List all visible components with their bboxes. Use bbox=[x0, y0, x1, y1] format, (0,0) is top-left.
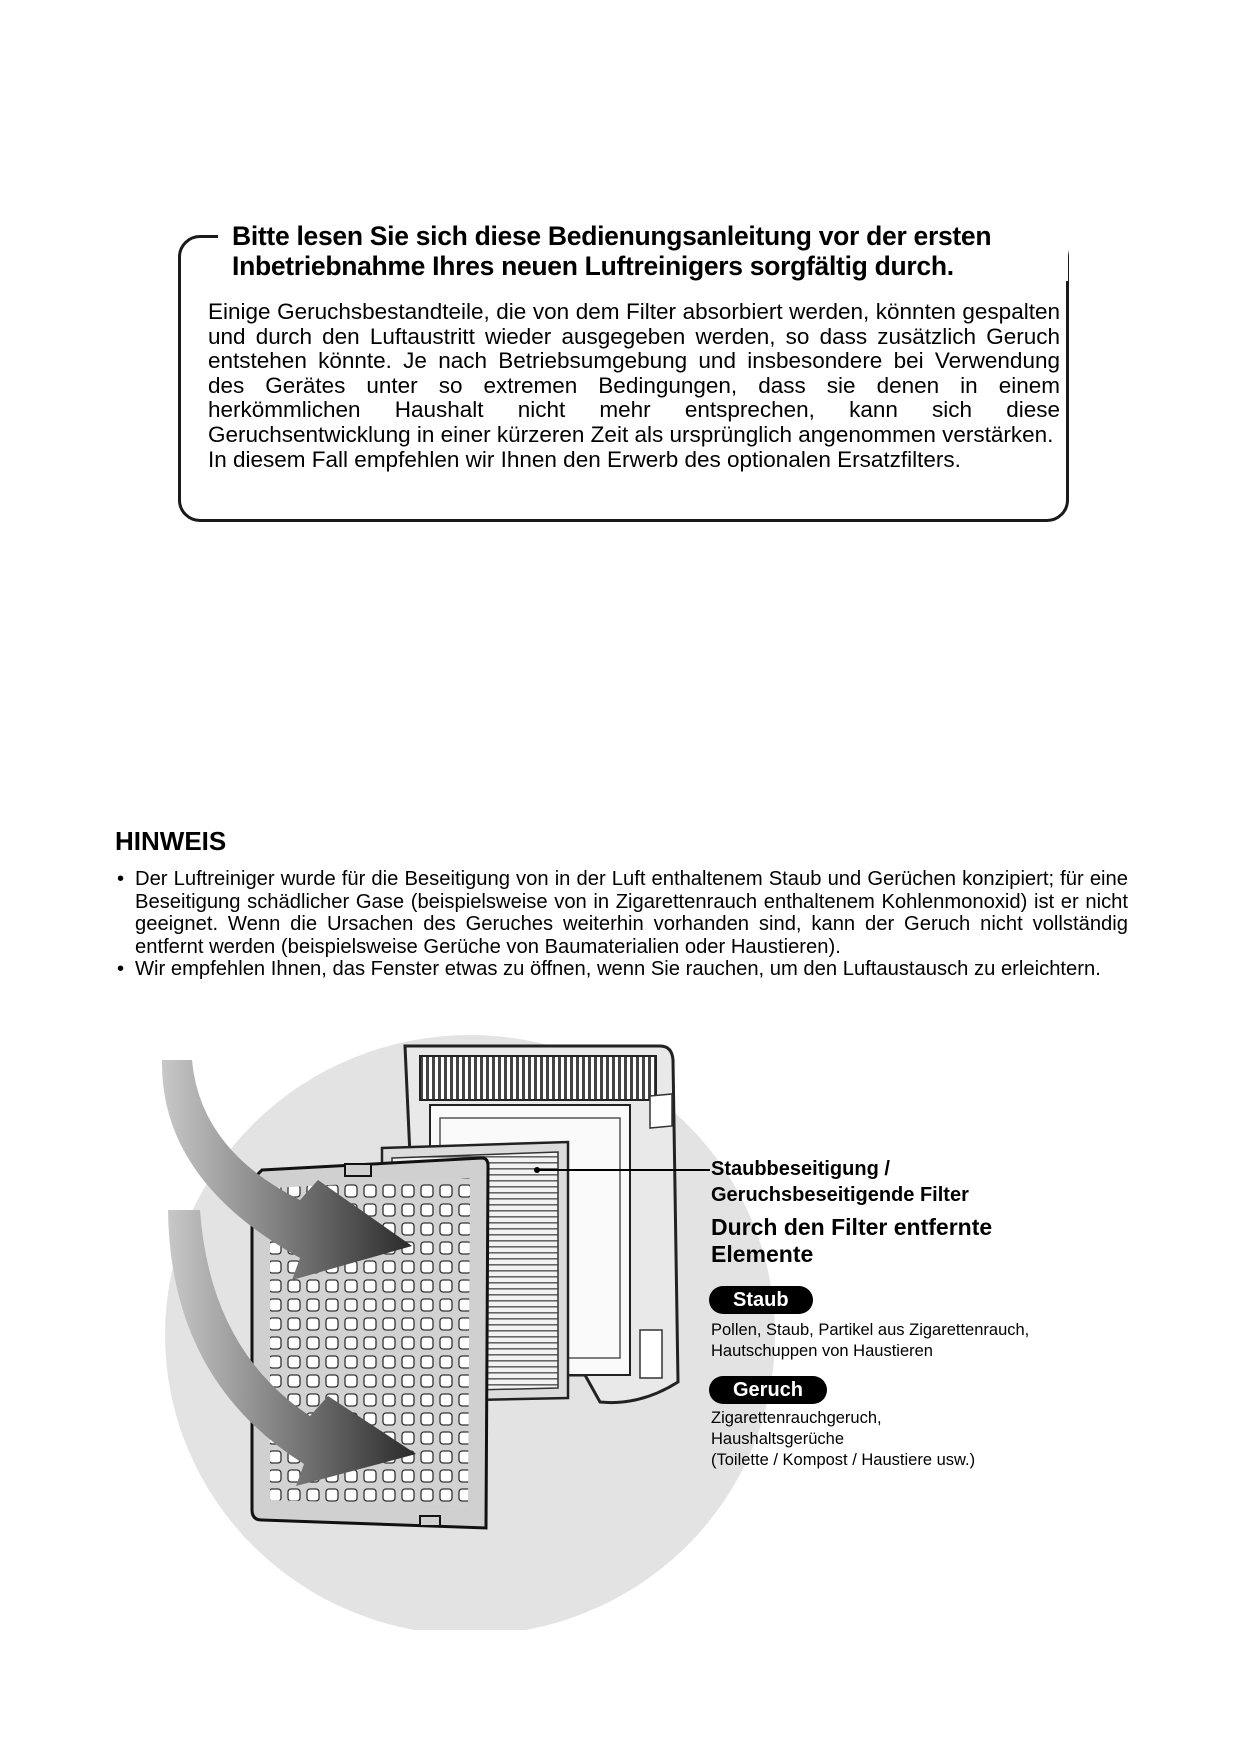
side-window bbox=[640, 1330, 662, 1378]
staub-details bbox=[711, 1320, 1029, 1362]
air-purifier-illustration bbox=[0, 1030, 1241, 1630]
notice-title-line-1: Bitte lesen Sie sich diese Bedienungsanleitung vor der ersten bbox=[232, 221, 992, 251]
elements-heading-line-2: Elemente bbox=[711, 1241, 814, 1267]
hinweis-item-2 bbox=[115, 958, 1128, 981]
geruch-detail-line-2: Haushaltsgerüche bbox=[711, 1430, 844, 1448]
notice-recommendation: In diesem Fall empfehlen wir Ihnen den Erwerb des optionalen Ersatzfilters. bbox=[208, 446, 961, 472]
elements-heading bbox=[711, 1214, 992, 1268]
hinweis-item-text: Der Luftreiniger wurde für die Beseitigung von in der Luft enthaltenem Staub und Gerüchen konzipiert; für eine Beseitigung schädlicher Gase (beispielsweise von in Zigarettenrauch enthaltenem Kohlenmonoxid) ist er nicht geeignet. Wenn die Ursachen des Geruches weiterhin vorhanden sind, kann der Geruch nicht vollständig entfernt werden (beispielsweise Gerüche von Baumaterialien oder Haustieren). bbox=[135, 868, 1128, 958]
bullet-icon: • bbox=[117, 958, 125, 981]
staub-detail-line-1: Pollen, Staub, Partikel aus Zigarettenrauch, bbox=[711, 1321, 1030, 1339]
notice-title-line-2: Inbetriebnahme Ihres neuen Luftreinigers sorgfältig durch. bbox=[232, 251, 954, 281]
staub-badge: Staub bbox=[709, 1286, 813, 1314]
hinweis-list bbox=[115, 868, 1128, 981]
notice-title bbox=[218, 221, 1068, 281]
geruch-badge: Geruch bbox=[709, 1376, 827, 1404]
filter-label-line-2: Geruchsbeseitigende Filter bbox=[711, 1184, 969, 1206]
hinweis-item-1 bbox=[115, 868, 1128, 958]
geruch-details bbox=[711, 1408, 975, 1471]
geruch-detail-line-1: Zigarettenrauchgeruch, bbox=[711, 1409, 882, 1427]
geruch-detail-line-3: (Toilette / Kompost / Haustiere usw.) bbox=[711, 1451, 976, 1469]
filter-label-line-1: Staubbeseitigung / bbox=[711, 1158, 890, 1180]
filter-diagram-icon bbox=[0, 1030, 1241, 1630]
hinweis-item-text: Wir empfehlen Ihnen, das Fenster etwas zu öffnen, wenn Sie rauchen, um den Luftaustausch zu erleichtern. bbox=[135, 958, 1101, 981]
staub-detail-line-2: Hautschuppen von Haustieren bbox=[711, 1342, 933, 1360]
elements-heading-line-1: Durch den Filter entfernte bbox=[711, 1214, 993, 1240]
notice-paragraph: Einige Geruchsbestandteile, die von dem Filter absorbiert werden, könnten gespalten und durch den Luftaustritt wieder ausgegeben werden, so dass zusätzlich Geruch entstehen könnte. Je nach Betriebsumgebung und insbesondere bei Verwendung des Gerätes unter so extremen Bedingungen, dass sie denen in einem herkömmlichen Haushalt nicht mehr entsprechen, kann sich diese Geruchsentwicklung in einer kürzeren Zeit als ursprünglich angenommen verstärken. bbox=[208, 299, 1060, 447]
bullet-icon: • bbox=[117, 868, 125, 890]
filter-label bbox=[711, 1156, 969, 1208]
side-handle bbox=[650, 1094, 672, 1128]
notice-body bbox=[208, 300, 1060, 472]
hinweis-heading: HINWEIS bbox=[115, 826, 227, 856]
top-vent-grille bbox=[420, 1056, 656, 1100]
